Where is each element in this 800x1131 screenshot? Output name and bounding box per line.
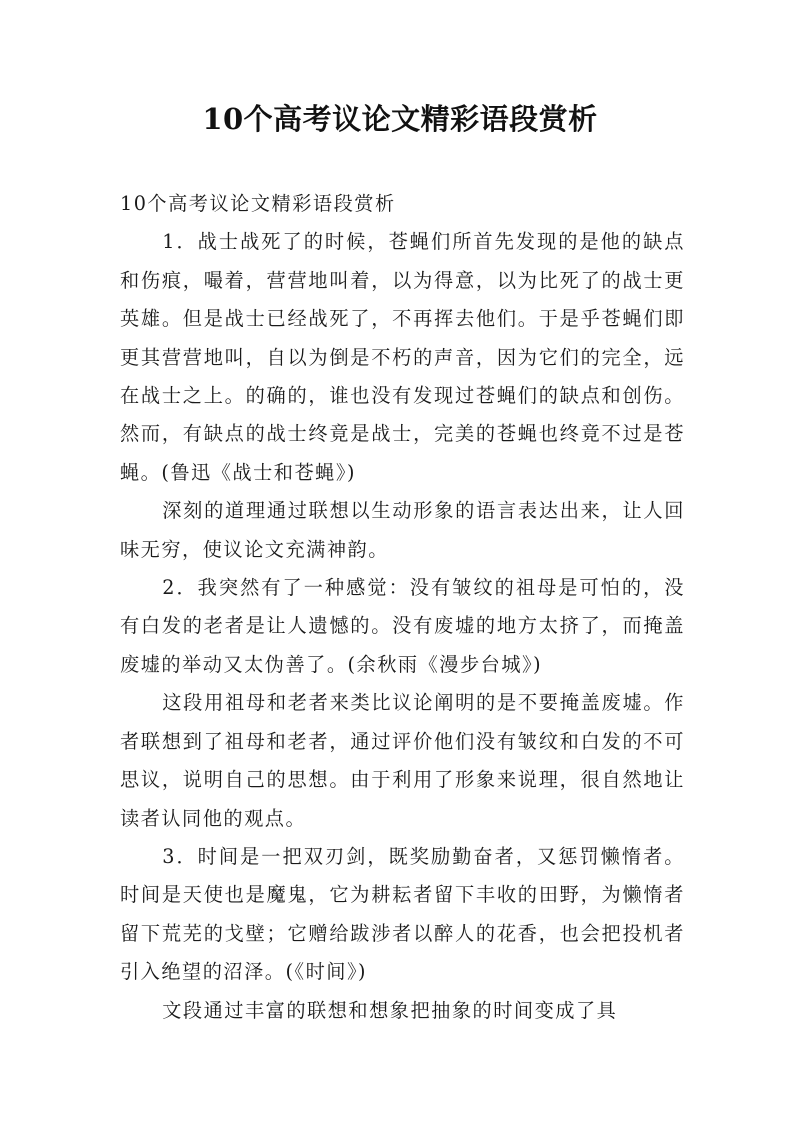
- paragraph-2: 深刻的道理通过联想以生动形象的语言表达出来，让人回味无穷，使议论文充满神韵。: [120, 499, 685, 561]
- document-title: 10个高考议论文精彩语段赏析: [202, 102, 598, 136]
- paragraph-4: 这段用祖母和老者来类比议论阐明的是不要掩盖废墟。作者联想到了祖母和老者，通过评价他们没有皱纹和白发的不可思议，说明自己的思想。由于利用了形象来说理，很自然地让读者认同他的观点。: [120, 691, 685, 830]
- document-body: [120, 185, 685, 1030]
- paragraph-1: 1．战士战死了的时候，苍蝇们所首先发现的是他的缺点和伤痕，嘬着，营营地叫着，以为得意，以为比死了的战士更英雄。但是战士已经战死了，不再挥去他们。于是乎苍蝇们即更其营营地叫，自以为倒是不朽的声音，因为它们的完全，远在战士之上。的确的，谁也没有发现过苍蝇们的缺点和创伤。然而，有缺点的战士终竟是战士，完美的苍蝇也终竟不过是苍蝇。(鲁迅《战士和苍蝇》): [120, 230, 685, 484]
- paragraph-5: 3．时间是一把双刃剑，既奖励勤奋者，又惩罚懒惰者。时间是天使也是魔鬼，它为耕耘者留下丰收的田野，为懒惰者留下荒芜的戈壁；它赠给跋涉者以醉人的花香，也会把投机者引入绝望的沼泽。(《时间》): [120, 844, 685, 984]
- body-heading: 10个高考议论文精彩语段赏析: [120, 192, 396, 215]
- paragraph-3: 2．我突然有了一种感觉：没有皱纹的祖母是可怕的，没有白发的老者是让人遗憾的。没有废墟的地方太挤了，而掩盖废墟的举动又太伪善了。(余秋雨《漫步台城》): [120, 576, 685, 676]
- paragraph-6: 文段通过丰富的联想和想象把抽象的时间变成了具: [162, 998, 618, 1022]
